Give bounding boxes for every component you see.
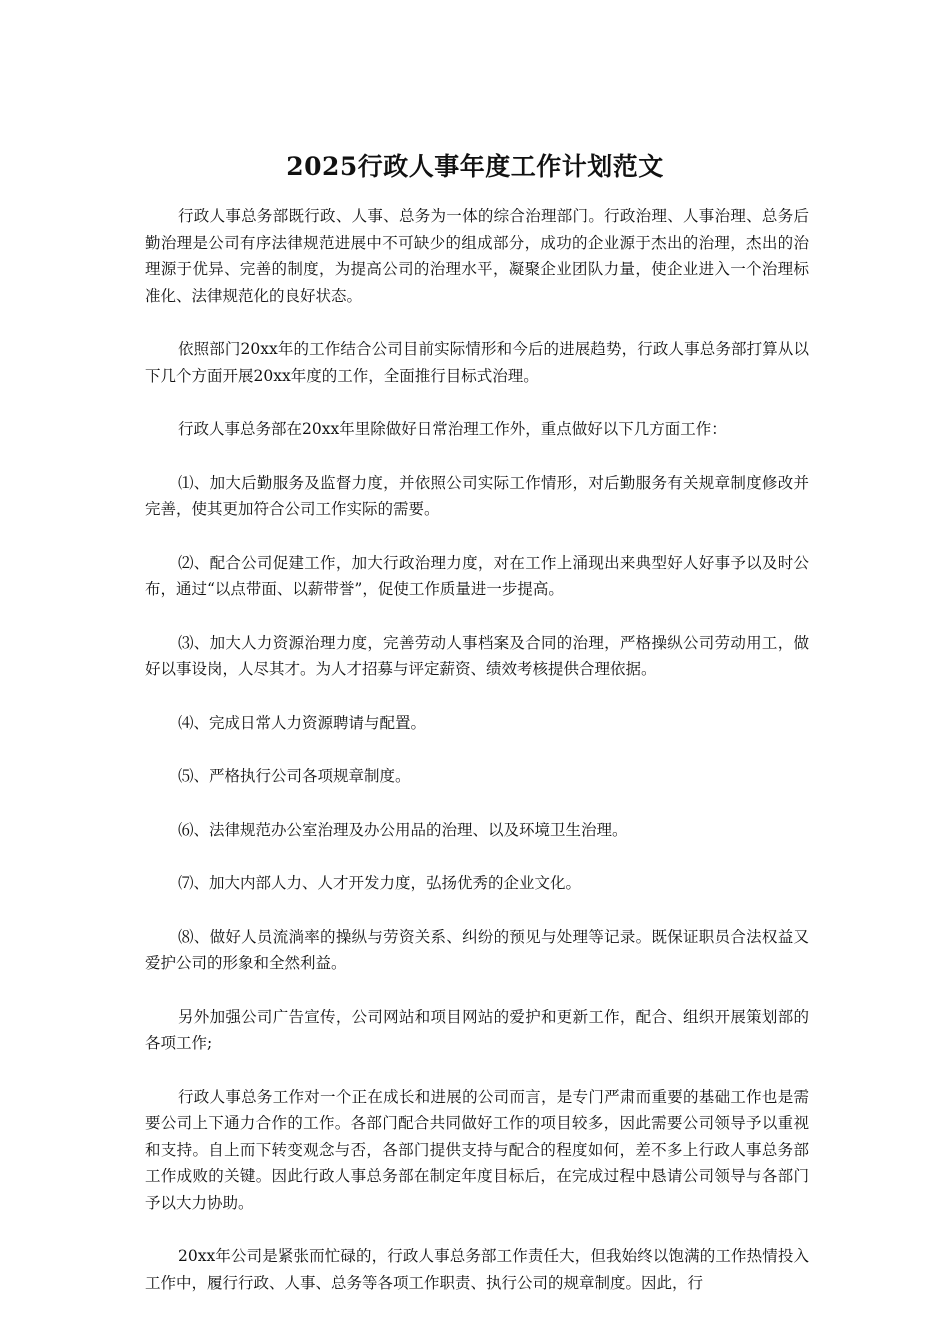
list-item-6: ⑹、法律规范办公室治理及办公用品的治理、以及环境卫生治理。 <box>178 820 628 839</box>
paragraph-plan: 依照部门20xx年的工作结合公司目前实际情形和今后的进展趋势，行政人事总务部打算从以下几个方面开展20xx年度的工作，全面推行目标式治理。 <box>145 340 809 385</box>
list-item-4: ⑷、完成日常人力资源聘请与配置。 <box>178 713 427 732</box>
paragraph-intro: 行政人事总务部既行政、人事、总务为一体的综合治理部门。行政治理、人事治理、总务后勤治理是公司有序法律规范进展中不可缺少的组成部分，成功的企业源于杰出的治理，杰出的治理源于优异、完善的制度，为提高公司的治理水平，凝聚企业团队力量，使企业进入一个治理标准化、法律规范化的良好状态。 <box>145 207 809 305</box>
paragraph-support: 行政人事总务工作对一个正在成长和进展的公司而言，是专门严肃而重要的基础工作也是需要公司上下通力合作的工作。各部门配合共同做好工作的项目较多，因此需要公司领导予以重视和支持。自上而下转变观念与否，各部门提供支持与配合的程度如何，差不多上行政人事总务部工作成败的关键。因此行政人事总务部在制定年度目标后，在完成过程中恳请公司领导与各部门予以大力协助。 <box>145 1087 809 1212</box>
list-item-5: ⑸、严格执行公司各项规章制度。 <box>178 767 411 785</box>
document-body <box>145 203 809 1323</box>
list-item-3: ⑶、加大人力资源治理力度，完善劳动人事档案及合同的治理，严格操纵公司劳动用工，做好以事设岗，人尽其才。为人才招募与评定薪资、绩效考核提供合理依据。 <box>145 633 809 678</box>
paragraph-publicity: 另外加强公司广告宣传，公司网站和项目网站的爱护和更新工作，配合、组织开展策划部的各项工作; <box>145 1007 809 1052</box>
list-item-2: ⑵、配合公司促建工作，加大行政治理力度，对在工作上涌现出来典型好人好事予以及时公布，通过“以点带面、以薪带誉”，促使工作质量进一步提高。 <box>145 553 809 598</box>
list-item-7: ⑺、加大内部人力、人才开发力度，弘扬优秀的企业文化。 <box>178 874 582 892</box>
paragraph-focus: 行政人事总务部在20xx年里除做好日常治理工作外，重点做好以下几方面工作： <box>178 420 727 438</box>
paragraph-summary: 20xx年公司是紧张而忙碌的，行政人事总务部工作责任大，但我始终以饱满的工作热情投入工作中，履行行政、人事、总务等各项工作职责、执行公司的规章制度。因此，行 <box>145 1247 809 1292</box>
list-item-8: ⑻、做好人员流淌率的操纵与劳资关系、纠纷的预见与处理等记录。既保证职员合法权益又爱护公司的形象和全然利益。 <box>145 927 809 972</box>
list-item-1: ⑴、加大后勤服务及监督力度，并依照公司实际工作情形，对后勤服务有关规章制度修改并完善，使其更加符合公司工作实际的需要。 <box>145 473 809 518</box>
document-title: 2025行政人事年度工作计划范文 <box>286 151 664 181</box>
